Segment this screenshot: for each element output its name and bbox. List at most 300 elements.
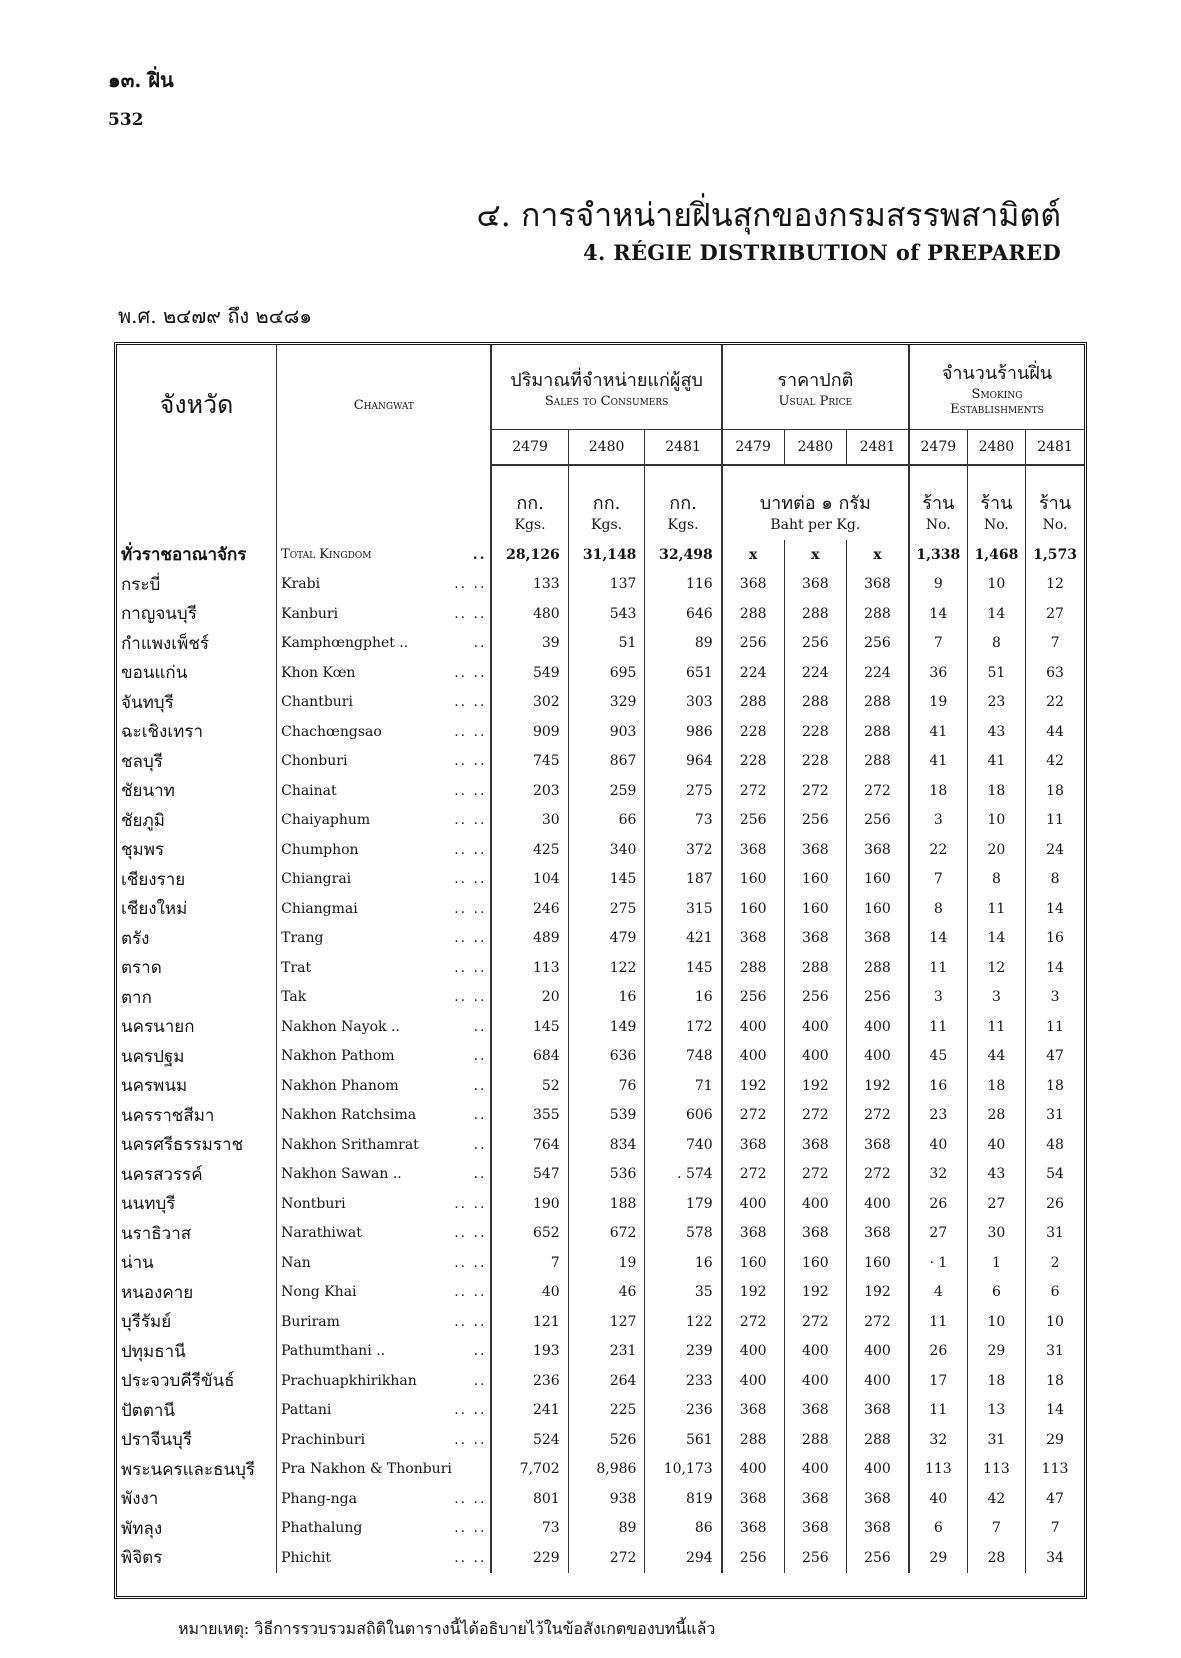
province-thai: ตรัง xyxy=(121,928,150,949)
cell-value: 44 xyxy=(1026,717,1084,747)
cell-value: 7 xyxy=(967,1514,1025,1544)
cell-value: 66 xyxy=(568,806,645,836)
cell-value: 11 xyxy=(1026,1012,1084,1042)
province-english: Pathumthani .. .. xyxy=(277,1337,492,1367)
province-english: Tak .. .. xyxy=(277,983,492,1013)
cell-value: 368 xyxy=(847,1484,909,1514)
cell-value: 256 xyxy=(722,983,784,1013)
cell-value: 228 xyxy=(722,747,784,777)
cell-value: · 1 xyxy=(909,1248,967,1278)
province-thai: นครปฐม xyxy=(121,1046,185,1067)
cell-value: 372 xyxy=(645,835,722,865)
cell-value: 46 xyxy=(568,1278,645,1308)
cell-value: 3 xyxy=(967,983,1025,1013)
cell-value: 30 xyxy=(967,1219,1025,1249)
cell-value: 40 xyxy=(491,1278,568,1308)
cell-value: 8 xyxy=(1026,865,1084,895)
cell-value: 368 xyxy=(722,835,784,865)
cell-value: 32 xyxy=(909,1160,967,1190)
cell-value: 31 xyxy=(1026,1337,1084,1367)
cell-value: 4 xyxy=(909,1278,967,1308)
cell-value: 19 xyxy=(568,1248,645,1278)
table-row xyxy=(117,983,1084,1013)
table-row xyxy=(117,1307,1084,1337)
cell-value: 368 xyxy=(784,924,846,954)
province-thai: ประจวบคีรีขันธ์ xyxy=(121,1371,235,1392)
footnote: หมายเหตุ: วิธีการรวบรวมสถิติในตารางนี้ได้อธิบายไว้ในข้อสังเกตของบทนี้แล้ว xyxy=(178,1619,716,1638)
years-label: พ.ศ. ๒๔๗๙ ถึง ๒๔๘๑ xyxy=(118,304,312,328)
cell-value: 127 xyxy=(568,1307,645,1337)
province-english: Phang-nga .. .. xyxy=(277,1484,492,1514)
cell-value: 18 xyxy=(1026,1366,1084,1396)
table-row xyxy=(117,1543,1084,1573)
cell-value: 288 xyxy=(847,688,909,718)
cell-value: 51 xyxy=(967,658,1025,688)
cell-value: 27 xyxy=(967,1189,1025,1219)
cell-value: 536 xyxy=(568,1160,645,1190)
province-thai: นครนายก xyxy=(121,1017,195,1038)
cell-value: 272 xyxy=(722,1101,784,1131)
cell-value: 121 xyxy=(491,1307,568,1337)
cell-value: 1,573 xyxy=(1026,540,1084,570)
cell-value: 10 xyxy=(967,1307,1025,1337)
cell-value: 684 xyxy=(491,1042,568,1072)
year-header: 2479 xyxy=(722,430,784,466)
cell-value: 89 xyxy=(568,1514,645,1544)
cell-value: 40 xyxy=(909,1130,967,1160)
cell-value: 259 xyxy=(568,776,645,806)
cell-value: 179 xyxy=(645,1189,722,1219)
table-row xyxy=(117,688,1084,718)
cell-value: 241 xyxy=(491,1396,568,1426)
cell-value: 225 xyxy=(568,1396,645,1426)
cell-value: 29 xyxy=(909,1543,967,1573)
cell-value: 23 xyxy=(967,688,1025,718)
table-row xyxy=(117,1484,1084,1514)
cell-value: 71 xyxy=(645,1071,722,1101)
cell-value: 14 xyxy=(909,924,967,954)
cell-value: 256 xyxy=(847,806,909,836)
cell-value: 160 xyxy=(784,1248,846,1278)
cell-value: 133 xyxy=(491,570,568,600)
cell-value: 578 xyxy=(645,1219,722,1249)
table-row xyxy=(117,1219,1084,1249)
cell-value: 368 xyxy=(784,1130,846,1160)
province-thai: ตาก xyxy=(121,987,152,1008)
province-thai: หนองคาย xyxy=(121,1282,194,1303)
cell-value: 964 xyxy=(645,747,722,777)
cell-value: 22 xyxy=(1026,688,1084,718)
cell-value: 42 xyxy=(967,1484,1025,1514)
cell-value: 288 xyxy=(722,599,784,629)
cell-value: 228 xyxy=(784,747,846,777)
cell-value: 272 xyxy=(784,1307,846,1337)
cell-value: x xyxy=(784,540,846,570)
table-row xyxy=(117,806,1084,836)
cell-value: 26 xyxy=(909,1189,967,1219)
cell-value: 149 xyxy=(568,1012,645,1042)
cell-value: 26 xyxy=(909,1337,967,1367)
cell-value: 368 xyxy=(722,1396,784,1426)
cell-value: 39 xyxy=(491,629,568,659)
cell-value: 315 xyxy=(645,894,722,924)
cell-value: 695 xyxy=(568,658,645,688)
cell-value: 368 xyxy=(784,570,846,600)
cell-value: 368 xyxy=(847,924,909,954)
cell-value: 368 xyxy=(722,570,784,600)
table-row xyxy=(117,570,1084,600)
province-english: Nontburi .. .. xyxy=(277,1189,492,1219)
cell-value: 368 xyxy=(784,1514,846,1544)
cell-value: 400 xyxy=(722,1366,784,1396)
cell-value: 256 xyxy=(784,629,846,659)
province-thai: ชัยภูมิ xyxy=(121,810,165,831)
year-header: 2481 xyxy=(645,430,722,466)
province-thai: กาญจนบุรี xyxy=(121,604,197,625)
cell-value: 400 xyxy=(722,1455,784,1485)
unit-label: กก. Kgs. xyxy=(568,465,645,540)
cell-value: 192 xyxy=(847,1278,909,1308)
cell-value: 137 xyxy=(568,570,645,600)
cell-value: 479 xyxy=(568,924,645,954)
cell-value: 6 xyxy=(909,1514,967,1544)
cell-value: 11 xyxy=(1026,806,1084,836)
cell-value: 122 xyxy=(645,1307,722,1337)
cell-value: 400 xyxy=(847,1366,909,1396)
province-thai: พิจิตร xyxy=(121,1548,163,1569)
cell-value: 47 xyxy=(1026,1484,1084,1514)
table-row xyxy=(117,717,1084,747)
cell-value: 14 xyxy=(1026,1396,1084,1426)
province-english: Kanburi .. .. xyxy=(277,599,492,629)
cell-value: 1,468 xyxy=(967,540,1025,570)
cell-value: 113 xyxy=(967,1455,1025,1485)
cell-value: 14 xyxy=(909,599,967,629)
province-english: Trat .. .. xyxy=(277,953,492,983)
cell-value: 294 xyxy=(645,1543,722,1573)
table-row xyxy=(117,953,1084,983)
cell-value: 19 xyxy=(909,688,967,718)
unit-label: ร้าน No. xyxy=(909,465,967,540)
province-thai: ฉะเชิงเทรา xyxy=(121,722,204,743)
province-thai: จันทบุรี xyxy=(121,692,174,713)
cell-value: 192 xyxy=(784,1071,846,1101)
cell-value: 3 xyxy=(909,983,967,1013)
cell-value: 14 xyxy=(967,924,1025,954)
cell-value: 288 xyxy=(722,688,784,718)
cell-value: 23 xyxy=(909,1101,967,1131)
cell-value: 28 xyxy=(967,1543,1025,1573)
cell-value: 288 xyxy=(784,688,846,718)
cell-value: 160 xyxy=(847,1248,909,1278)
cell-value: 909 xyxy=(491,717,568,747)
cell-value: 10 xyxy=(967,570,1025,600)
cell-value: 368 xyxy=(784,1484,846,1514)
table-row xyxy=(117,1248,1084,1278)
table-row xyxy=(117,1189,1084,1219)
province-english: Chaiyaphum .. .. xyxy=(277,806,492,836)
table-row xyxy=(117,1425,1084,1455)
cell-value: 740 xyxy=(645,1130,722,1160)
province-thai: พระนครและธนบุรี xyxy=(121,1459,256,1480)
cell-value: 239 xyxy=(645,1337,722,1367)
cell-value: 14 xyxy=(1026,953,1084,983)
cell-value: 3 xyxy=(909,806,967,836)
cell-value: 368 xyxy=(847,1219,909,1249)
table-row xyxy=(117,629,1084,659)
cell-value: 549 xyxy=(491,658,568,688)
province-english: Total Kingdom .. xyxy=(277,540,492,570)
cell-value: 272 xyxy=(847,1307,909,1337)
cell-value: 272 xyxy=(722,1160,784,1190)
cell-value: 34 xyxy=(1026,1543,1084,1573)
cell-value: 272 xyxy=(847,776,909,806)
cell-value: 801 xyxy=(491,1484,568,1514)
cell-value: 20 xyxy=(967,835,1025,865)
cell-value: 8 xyxy=(967,865,1025,895)
cell-value: 14 xyxy=(967,599,1025,629)
year-header: 2481 xyxy=(847,430,909,466)
province-thai: พังงา xyxy=(121,1489,159,1510)
province-english: Pra Nakhon & Thonburi xyxy=(277,1455,492,1485)
province-thai: ปัตตานี xyxy=(121,1400,176,1421)
province-english: Trang .. .. xyxy=(277,924,492,954)
province-thai: บุรีรัมย์ xyxy=(121,1312,172,1333)
cell-value: 272 xyxy=(784,776,846,806)
cell-value: 368 xyxy=(722,924,784,954)
cell-value: 20 xyxy=(491,983,568,1013)
cell-value: 764 xyxy=(491,1130,568,1160)
province-english: Phathalung .. .. xyxy=(277,1514,492,1544)
cell-value: 272 xyxy=(722,1307,784,1337)
province-thai: เชียงใหม่ xyxy=(121,899,188,920)
header-shops-group: จำนวนร้านฝิ่น Smoking Establishments xyxy=(909,345,1084,430)
cell-value: 145 xyxy=(568,865,645,895)
cell-value: 256 xyxy=(784,1543,846,1573)
cell-value: 652 xyxy=(491,1219,568,1249)
cell-value: 17 xyxy=(909,1366,967,1396)
cell-value: 368 xyxy=(847,1130,909,1160)
cell-value: 288 xyxy=(847,599,909,629)
cell-value: 368 xyxy=(847,1396,909,1426)
province-english: Nakhon Pathom .. xyxy=(277,1042,492,1072)
province-english: Nong Khai .. .. xyxy=(277,1278,492,1308)
cell-value: 32 xyxy=(909,1425,967,1455)
cell-value: 236 xyxy=(645,1396,722,1426)
cell-value: 16 xyxy=(645,1248,722,1278)
cell-value: 31 xyxy=(1026,1101,1084,1131)
province-english: Nakhon Srithamrat .. xyxy=(277,1130,492,1160)
cell-value: 41 xyxy=(909,717,967,747)
cell-value: 288 xyxy=(784,1425,846,1455)
cell-value: 187 xyxy=(645,865,722,895)
province-thai: พัทลุง xyxy=(121,1518,163,1539)
year-header: 2480 xyxy=(784,430,846,466)
cell-value: 188 xyxy=(568,1189,645,1219)
cell-value: 28 xyxy=(967,1101,1025,1131)
cell-value: 172 xyxy=(645,1012,722,1042)
cell-value: 11 xyxy=(967,1012,1025,1042)
cell-value: 3 xyxy=(1026,983,1084,1013)
cell-value: 526 xyxy=(568,1425,645,1455)
units-row xyxy=(117,465,1084,540)
province-thai: ปราจีนบุรี xyxy=(121,1430,192,1451)
cell-value: 524 xyxy=(491,1425,568,1455)
province-thai: เชียงราย xyxy=(121,869,186,890)
cell-value: 73 xyxy=(645,806,722,836)
cell-value: 256 xyxy=(722,806,784,836)
section-label: ๑๓. ฝิ่น xyxy=(108,68,174,92)
cell-value: 8 xyxy=(967,629,1025,659)
cell-value: 606 xyxy=(645,1101,722,1131)
cell-value: 256 xyxy=(784,806,846,836)
cell-value: 26 xyxy=(1026,1189,1084,1219)
cell-value: 52 xyxy=(491,1071,568,1101)
cell-value: 400 xyxy=(847,1012,909,1042)
cell-value: 543 xyxy=(568,599,645,629)
cell-value: 400 xyxy=(847,1189,909,1219)
unit-label: บาทต่อ ๑ กรัม Baht per Kg. xyxy=(722,465,909,540)
province-english: Chiangmai .. .. xyxy=(277,894,492,924)
table-body xyxy=(117,465,1084,1573)
province-thai: ชัยนาท xyxy=(121,781,175,802)
cell-value: 8 xyxy=(909,894,967,924)
table-row xyxy=(117,835,1084,865)
cell-value: 547 xyxy=(491,1160,568,1190)
cell-value: 368 xyxy=(847,570,909,600)
cell-value: 646 xyxy=(645,599,722,629)
province-thai: ชลบุรี xyxy=(121,751,163,772)
cell-value: 203 xyxy=(491,776,568,806)
province-english: Krabi .. .. xyxy=(277,570,492,600)
cell-value: 224 xyxy=(784,658,846,688)
cell-value: 246 xyxy=(491,894,568,924)
cell-value: 10,173 xyxy=(645,1455,722,1485)
cell-value: 113 xyxy=(909,1455,967,1485)
province-english: Chumphon .. .. xyxy=(277,835,492,865)
cell-value: 748 xyxy=(645,1042,722,1072)
province-thai: นนทบุรี xyxy=(121,1194,176,1215)
cell-value: 400 xyxy=(722,1042,784,1072)
cell-value: 160 xyxy=(847,894,909,924)
cell-value: 40 xyxy=(967,1130,1025,1160)
province-thai: ทั่วราชอาณาจักร xyxy=(121,545,247,566)
province-thai: นครสวรรค์ xyxy=(121,1164,203,1185)
cell-value: 13 xyxy=(967,1396,1025,1426)
province-thai: นครพนม xyxy=(121,1076,188,1097)
cell-value: 43 xyxy=(967,717,1025,747)
cell-value: 18 xyxy=(967,776,1025,806)
table-row xyxy=(117,924,1084,954)
cell-value: 400 xyxy=(847,1337,909,1367)
cell-value: 489 xyxy=(491,924,568,954)
cell-value: 288 xyxy=(847,717,909,747)
cell-value: 231 xyxy=(568,1337,645,1367)
cell-value: 400 xyxy=(722,1189,784,1219)
cell-value: 12 xyxy=(967,953,1025,983)
cell-value: 224 xyxy=(847,658,909,688)
table-row xyxy=(117,1071,1084,1101)
province-thai: ตราด xyxy=(121,958,162,979)
cell-value: 145 xyxy=(491,1012,568,1042)
unit-label: กก. Kgs. xyxy=(645,465,722,540)
table-row xyxy=(117,1130,1084,1160)
cell-value: 233 xyxy=(645,1366,722,1396)
cell-value: 29 xyxy=(1026,1425,1084,1455)
cell-value: 256 xyxy=(722,1543,784,1573)
table-row xyxy=(117,1278,1084,1308)
cell-value: 73 xyxy=(491,1514,568,1544)
cell-value: 7 xyxy=(909,629,967,659)
cell-value: 355 xyxy=(491,1101,568,1131)
cell-value: 368 xyxy=(847,1514,909,1544)
page-number: 532 xyxy=(108,110,144,130)
cell-value: 368 xyxy=(722,1130,784,1160)
cell-value: 145 xyxy=(645,953,722,983)
province-english: Kamphœngphet .. .. xyxy=(277,629,492,659)
cell-value: 8,986 xyxy=(568,1455,645,1485)
cell-value: 272 xyxy=(847,1101,909,1131)
cell-value: 256 xyxy=(784,983,846,1013)
province-thai: กระบี่ xyxy=(121,574,161,595)
cell-value: 63 xyxy=(1026,658,1084,688)
cell-value: 1 xyxy=(967,1248,1025,1278)
province-english: Nakhon Phanom .. xyxy=(277,1071,492,1101)
table-row xyxy=(117,1455,1084,1485)
cell-value: 104 xyxy=(491,865,568,895)
cell-value: 44 xyxy=(967,1042,1025,1072)
cell-value: 16 xyxy=(645,983,722,1013)
cell-value: 10 xyxy=(967,806,1025,836)
cell-value: 22 xyxy=(909,835,967,865)
cell-value: 51 xyxy=(568,629,645,659)
cell-value: 288 xyxy=(784,953,846,983)
cell-value: 14 xyxy=(1026,894,1084,924)
cell-value: 400 xyxy=(847,1042,909,1072)
cell-value: 192 xyxy=(722,1071,784,1101)
cell-value: 7,702 xyxy=(491,1455,568,1485)
table-row xyxy=(117,599,1084,629)
province-thai: ปทุมธานี xyxy=(121,1341,186,1362)
cell-value: 40 xyxy=(909,1484,967,1514)
cell-value: 28,126 xyxy=(491,540,568,570)
table-row xyxy=(117,1160,1084,1190)
province-english: Prachuapkhirikhan .. xyxy=(277,1366,492,1396)
cell-value: 224 xyxy=(722,658,784,688)
province-thai: นราธิวาส xyxy=(121,1223,192,1244)
year-header: 2480 xyxy=(568,430,645,466)
cell-value: 54 xyxy=(1026,1160,1084,1190)
cell-value: 903 xyxy=(568,717,645,747)
year-header: 2481 xyxy=(1026,430,1084,466)
cell-value: 47 xyxy=(1026,1042,1084,1072)
cell-value: 2 xyxy=(1026,1248,1084,1278)
cell-value: 400 xyxy=(722,1337,784,1367)
cell-value: 368 xyxy=(722,1484,784,1514)
cell-value: 236 xyxy=(491,1366,568,1396)
cell-value: 288 xyxy=(784,599,846,629)
cell-value: 192 xyxy=(847,1071,909,1101)
cell-value: 6 xyxy=(967,1278,1025,1308)
cell-value: 31 xyxy=(1026,1219,1084,1249)
cell-value: 86 xyxy=(645,1514,722,1544)
cell-value: x xyxy=(722,540,784,570)
cell-value: 368 xyxy=(847,835,909,865)
cell-value: 113 xyxy=(1026,1455,1084,1485)
cell-value: 368 xyxy=(784,1219,846,1249)
cell-value: 539 xyxy=(568,1101,645,1131)
province-english: Nakhon Nayok .. .. xyxy=(277,1012,492,1042)
